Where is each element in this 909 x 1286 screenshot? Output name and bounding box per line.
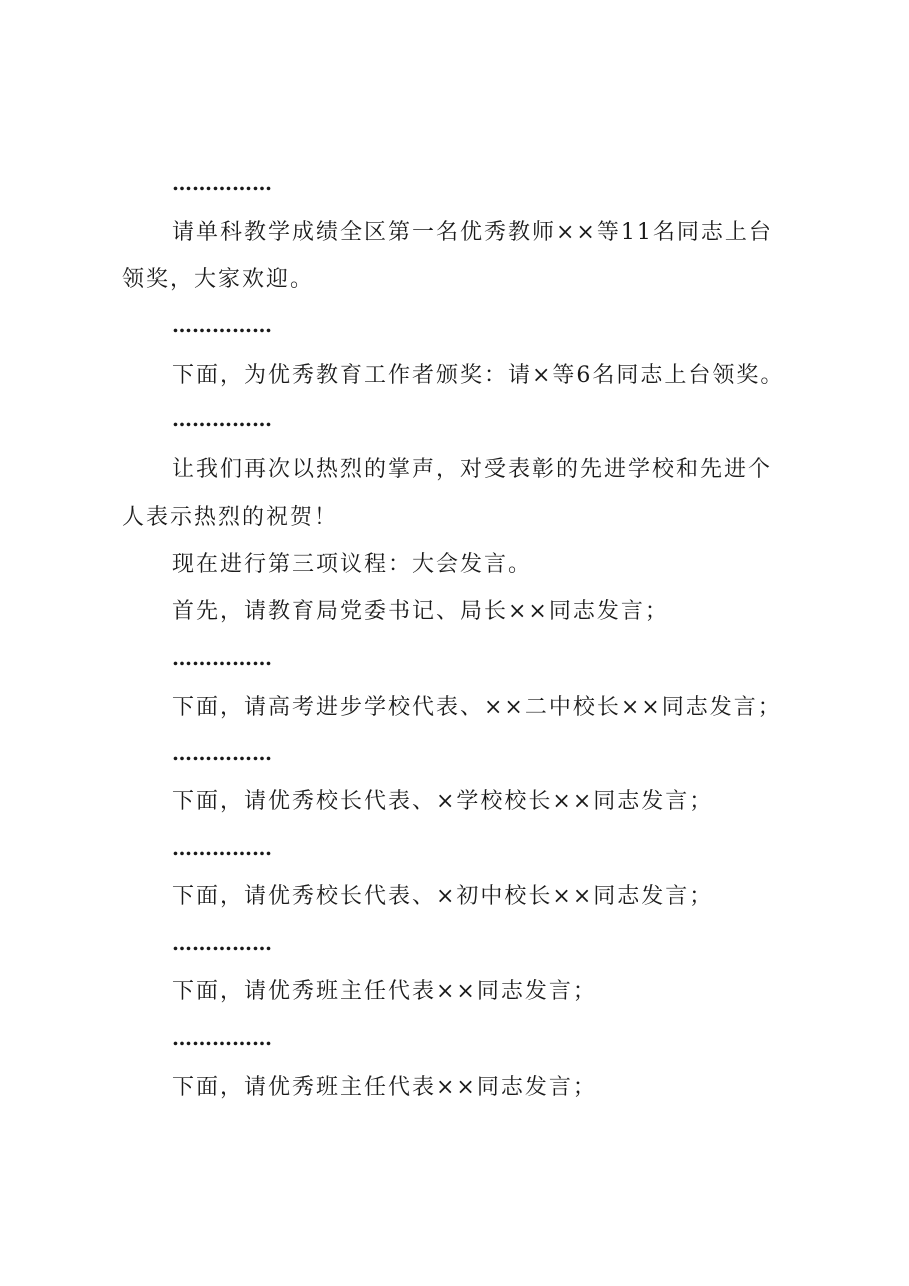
paragraph-line: 下面，请优秀班主任代表××同志发言； bbox=[172, 979, 597, 1004]
paragraph-line: 请单科教学成绩全区第一名优秀教师××等11名同志上台 bbox=[172, 220, 773, 245]
paragraph-line: 领奖，大家欢迎。 bbox=[122, 267, 315, 292]
paragraph-line: 下面，请优秀校长代表、×初中校长××同志发言； bbox=[172, 884, 714, 909]
ellipsis-line: …………… bbox=[172, 836, 272, 860]
paragraph-line: 让我们再次以热烈的掌声，对受表彰的先进学校和先进个 bbox=[172, 457, 773, 482]
ellipsis-line: …………… bbox=[172, 407, 272, 431]
paragraph-line: 首先，请教育局党委书记、局长××同志发言； bbox=[172, 599, 669, 624]
paragraph-line: 人表示热烈的祝贺！ bbox=[122, 505, 339, 530]
paragraph-line: 下面，请优秀校长代表、×学校校长××同志发言； bbox=[172, 789, 714, 814]
paragraph-line: 下面，为优秀教育工作者颁奖：请×等6名同志上台领奖。 bbox=[172, 363, 785, 388]
paragraph-line: 下面，请优秀班主任代表××同志发言； bbox=[172, 1075, 597, 1100]
paragraph-line: 现在进行第三项议程：大会发言。 bbox=[172, 552, 533, 577]
paragraph-line: 下面，请高考进步学校代表、××二中校长××同志发言； bbox=[172, 695, 782, 720]
ellipsis-line: …………… bbox=[172, 646, 272, 670]
ellipsis-line: …………… bbox=[172, 313, 272, 337]
ellipsis-line: …………… bbox=[172, 171, 272, 195]
ellipsis-line: …………… bbox=[172, 741, 272, 765]
ellipsis-line: …………… bbox=[172, 931, 272, 955]
ellipsis-line: …………… bbox=[172, 1026, 272, 1050]
